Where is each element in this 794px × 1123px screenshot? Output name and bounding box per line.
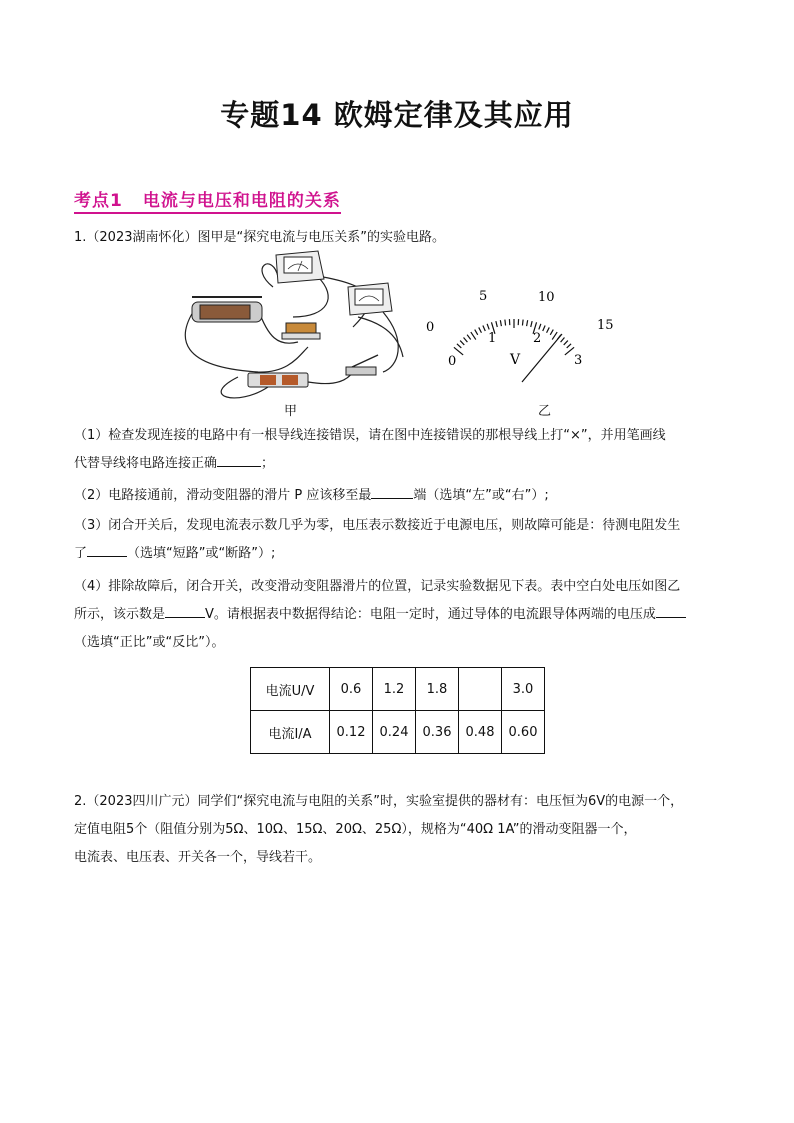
page-title: 专题14 欧姆定律及其应用 [220,98,574,132]
switch-device [346,355,378,375]
table-cell: 0.12 [330,711,373,754]
dial-tick [460,341,464,345]
rheostat-device [192,297,262,322]
dial-tick [471,332,476,339]
answer-blank-1 [217,452,261,467]
dial-tick [487,324,489,330]
table-row [251,668,545,711]
dial-tick [550,330,553,335]
scale-inner-2: 2 [533,331,542,346]
scale-inner-1: 1 [488,331,497,346]
row-label-current: 电流I/A [251,711,330,754]
q1-intro: 1.（2023湖南怀化）图甲是“探究电流与电压关系”的实验电路。 [74,230,445,245]
fig-label-yi: 乙 [538,404,552,419]
scale-outer-15: 15 [597,318,614,333]
dial-tick [522,320,523,326]
voltmeter-device [348,283,392,315]
scale-outer-0: 0 [426,320,435,335]
resistor-device [282,323,320,339]
table-cell: 0.24 [373,711,416,754]
section-heading [74,186,341,214]
scale-inner-0: 0 [448,354,457,369]
q1-part4: （4）排除故障后，闭合开关，改变滑动变阻器滑片的位置，记录实验数据见下表。表中空白处电压如图乙 所示，该示数是 V。请根据表中数据得结论：电阻一定时，通过导体的电流跟导体两端的电压成 （选填“正比”或“反比”）。 [74,573,724,657]
q1-part2: （2）电路接通前，滑动变阻器的滑片 P 应该移至最 端（选填“左”或“右”）; [74,482,724,510]
dial-tick [547,327,550,332]
answer-blank-3 [87,542,127,557]
voltmeter-dial [426,289,614,382]
dial-tick [527,320,528,326]
dial-tick [564,341,568,345]
table-cell: 0.36 [416,711,459,754]
dial-tick [539,324,541,330]
dial-tick [543,325,545,331]
dial-tick [457,344,461,348]
battery-device [248,373,308,387]
unit-label: V [510,352,521,368]
dial-tick [496,321,497,327]
data-table [250,667,545,754]
meter-needle [522,334,562,382]
table-row [251,711,545,754]
scale-outer-5: 5 [479,289,488,304]
dial-tick [552,332,557,339]
dial-tick [500,320,501,326]
answer-blank-4 [165,603,205,618]
circuit-figure [178,247,618,417]
dial-tick [531,321,532,327]
dial-tick [565,347,574,355]
table-cell: 0.60 [502,711,545,754]
q2-text: 2.（2023四川广元）同学们“探究电流与电阻的关系”时，实验室提供的器材有：电压恒为6V的电源一个， 定值电阻5个（阻值分别为5Ω、10Ω、15Ω、20Ω、25Ω），规格为“40Ω 1A”的滑动变阻器一个， 电流表、电压表、开关各一个，导线若干。 [74,794,684,865]
table-cell: 1.2 [373,668,416,711]
table-cell: 3.0 [502,668,545,711]
row-label-voltage: 电流U/V [251,668,330,711]
q1-part3: （3）闭合开关后，发现电流表示数几乎为零，电压表示数接近于电源电压，则故障可能是：待测电阻发生 了 （选填“短路”或“断路”）; [74,518,681,561]
dial-tick [475,330,478,335]
dial-tick [561,338,565,343]
answer-blank-2 [371,484,413,499]
dial-tick [567,344,571,348]
ammeter-device [276,251,324,283]
section-number: 考点1 [74,191,123,211]
table-cell: 0.48 [459,711,502,754]
q1-part1: （1）检查发现连接的电路中有一根导线连接错误，请在图中连接错误的那根导线上打“×”，并用笔画线 代替导线将电路连接正确 ； [74,428,666,471]
section-label: 电流与电压和电阻的关系 [142,191,341,211]
dial-tick [505,320,506,326]
dial-tick [479,327,482,332]
table-cell: 0.6 [330,668,373,711]
scale-outer-10: 10 [538,290,555,305]
scale-inner-3: 3 [574,353,583,368]
dial-tick [483,325,485,331]
dial-tick [464,338,468,343]
table-cell: 1.8 [416,668,459,711]
answer-blank-5 [656,603,686,618]
fig-label-jia: 甲 [284,404,298,419]
dial-tick [467,335,471,340]
table-cell [459,668,502,711]
